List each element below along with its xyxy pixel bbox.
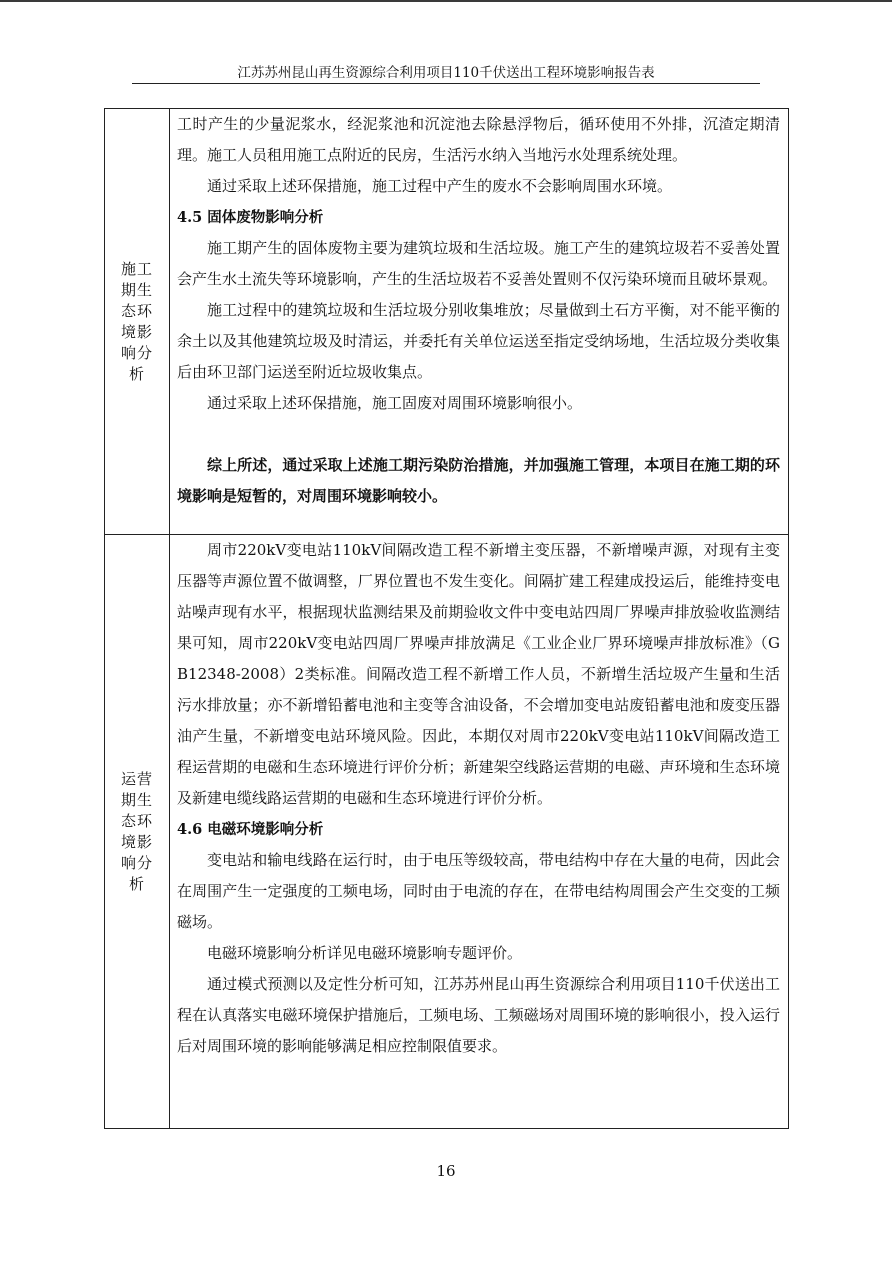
construction-paragraph: 工时产生的少量泥浆水，经泥浆池和沉淀池去除悬浮物后，循环使用不外排，沉渣定期清理。施工人员租用施工点附近的民房，生活污水纳入当地污水处理系统处理。 (177, 115, 780, 164)
top-border-line (0, 0, 892, 2)
construction-content-cell (170, 109, 788, 534)
construction-paragraph: 通过采取上述环保措施，施工过程中产生的废水不会影响周围水环境。 (207, 177, 673, 195)
page-header-title: 江苏苏州昆山再生资源综合利用项目110千伏送出工程环境影响报告表 (237, 65, 655, 81)
construction-paragraph: 施工过程中的建筑垃圾和生活垃圾分别收集堆放；尽量做到土石方平衡，对不能平衡的余土以及其他建筑垃圾及时清运，并委托有关单位运送至指定受纳场地，生活垃圾分类收集后由环卫部门运送至附近垃圾收集点。 (177, 301, 780, 381)
operation-label-cell (105, 535, 170, 1128)
construction-paragraph: 施工期产生的固体废物主要为建筑垃圾和生活垃圾。施工产生的建筑垃圾若不妥善处置会产生水土流失等环境影响，产生的生活垃圾若不妥善处置则不仅污染环境而且破坏景观。 (177, 239, 780, 288)
construction-paragraph: 通过采取上述环保措施，施工固废对周围环境影响很小。 (207, 394, 583, 412)
construction-label: 施工期生态环境影响分析 (120, 259, 153, 383)
operation-content-cell (170, 535, 788, 1128)
blank-line (177, 419, 780, 450)
construction-summary: 综上所述，通过采取上述施工期污染防治措施，并加强施工管理，本项目在施工期的环境影响是短暂的，对周围环境影响较小。 (177, 456, 780, 505)
section-heading-4-5: 4.5 固体废物影响分析 (177, 209, 324, 226)
header-underline (132, 83, 760, 84)
construction-row (105, 109, 788, 535)
operation-label: 运营期生态环境影响分析 (120, 769, 153, 893)
section-heading-4-6: 4.6 电磁环境影响分析 (177, 821, 324, 838)
page-number: 16 (436, 1162, 456, 1180)
operation-paragraph: 通过模式预测以及定性分析可知，江苏苏州昆山再生资源综合利用项目110千伏送出工程在认真落实电磁环境保护措施后，工频电场、工频磁场对周围环境的影响很小，投入运行后对周围环境的影响能够满足相应控制限值要求。 (177, 975, 780, 1055)
operation-paragraph: 电磁环境影响分析详见电磁环境影响专题评价。 (207, 944, 523, 962)
operation-paragraph: 周市220kV变电站110kV间隔改造工程不新增主变压器，不新增噪声源，对现有主变压器等声源位置不做调整，厂界位置也不发生变化。间隔扩建工程建成投运后，能维持变电站噪声现有水平，根据现状监测结果及前期验收文件中变电站四周厂界噪声排放验收监测结果可知，周市220kV变电站四周厂界噪声排放满足《工业企业厂界环境噪声排放标准》（GB12348-2008）2类标准。间隔改造工程不新增工作人员，不新增生活垃圾产生量和生活污水排放量；亦不新增铅蓄电池和主变等含油设备，不会增加变电站废铅蓄电池和废变压器油产生量，不新增变电站环境风险。因此，本期仅对周市220kV变电站110kV间隔改造工程运营期的电磁和生态环境进行评价分析；新建架空线路运营期的电磁、声环境和生态环境及新建电缆线路运营期的电磁和生态环境进行评价分析。 (177, 541, 780, 807)
operation-row (105, 535, 788, 1128)
analysis-table (104, 108, 789, 1129)
construction-label-cell (105, 109, 170, 534)
operation-paragraph: 变电站和输电线路在运行时，由于电压等级较高，带电结构中存在大量的电荷，因此会在周围产生一定强度的工频电场，同时由于电流的存在，在带电结构周围会产生交变的工频磁场。 (177, 851, 780, 931)
